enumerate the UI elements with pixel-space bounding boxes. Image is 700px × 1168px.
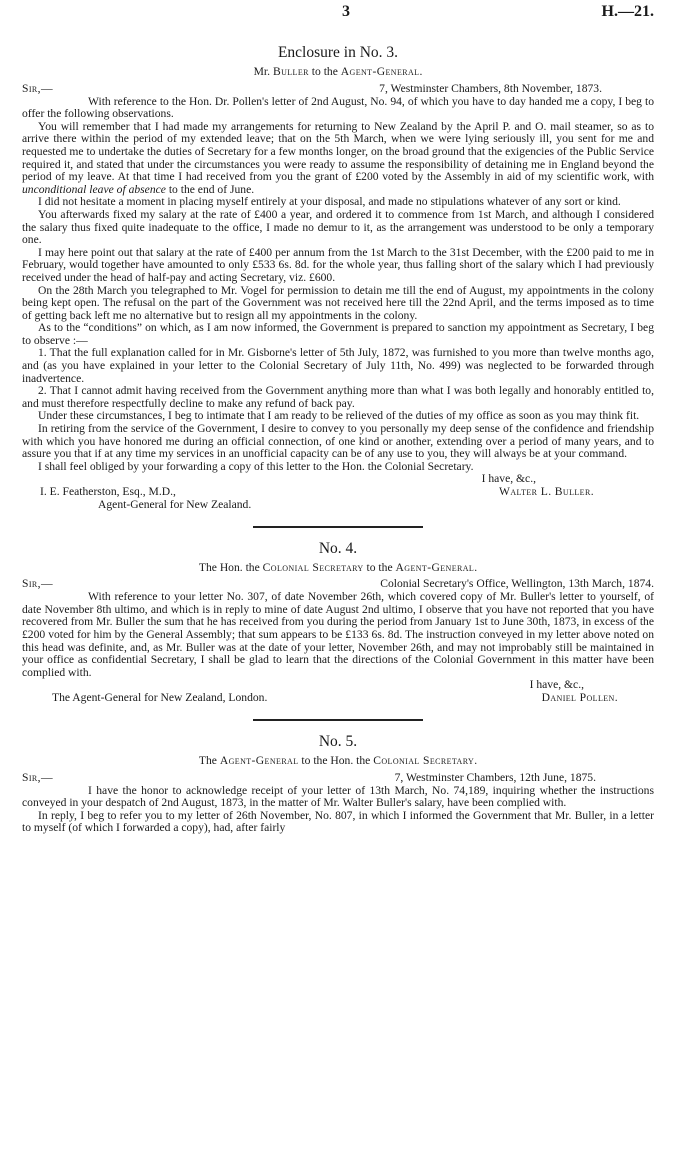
signature-line [22,692,654,705]
paragraph: In reply, I beg to refer you to my letter of 26th November, No. 807, in which I informed the Government that Mr. Buller, in a letter to myself (of which I forwarded a copy), had, after fairly [22,808,654,835]
enclosure-title: Enclosure in No. 3. [277,44,399,61]
salutation-line [22,772,654,785]
salutation: Sir,— [22,81,53,95]
paragraph: You will remember that I had made my arrangements for returning to New Zealand by the April P. and O. mail steamer, so as to arrive there within the period of my extended leave; that on the 5th March, when we were lying seriously ill, you sent for me and requested me to undertake the duties of Secretary for a few months longer, on the broad ground that the exigencies of the Public Service required it, and stated that under the circumstances you were ready to assume the responsibility of detaining me in England beyond the period of my leave. At that time I had received from you the grant of £200 voted by the Assembly in aid of my scientific work, with unconditional leave of absence to the end of June. [22,119,654,196]
letter-heading: Mr. Buller to the Agent-General. [253,65,423,78]
paragraph: I did not hesitate a moment in placing myself entirely at your disposal, and made no stipulations whatever of any sort or kind. [38,195,621,209]
closing: I have, &c., [529,678,584,692]
paragraph: In retiring from the service of the Government, I desire to convey to you personally my deep sense of the confidence and friendship with which you have honored me during an official connection, of one kind or another, extending over a period of many years, and to assure you that if at any time my services in an unofficial capacity can be of any use to you, they will always be at your command. [22,422,654,461]
section-divider [253,526,423,528]
addressee-title: Agent-General for New Zealand. [98,498,252,511]
paragraph: I shall feel obliged by your forwarding a copy of this letter to the Hon. the Colonial Secretary. [38,459,474,473]
dateline: 7, Westminster Chambers, 8th November, 1873. [379,81,602,95]
paragraph: With reference to your letter No. 307, of date November 26th, which covered copy of Mr. Buller's letter to yourself, of date November 8th ultimo, and which is in reply to mine of date August 2nd ultimo, I observe that you have not reported that you have recovered from Mr. Buller the sum that he has received from you during the period from January 1st to June 30th, 1873, in excess of the £200 voted for him by the General Assembly; that sum appears to be £133 6s. 8d. The instruction conveyed in my letter above noted on this head was definite, and, as Mr. Buller was at the date of your letter, November 26th, and may not improbably still be maintained in your office as confidential Secretary, I shall be glad to learn that the directions of the Colonial Government in this matter have been complied with. [22,590,654,679]
salutation: Sir,— [22,770,53,784]
paragraph: Under these circumstances, I beg to intimate that I am ready to be relieved of the duties of my office as soon as you may think fit. [38,409,640,423]
letter-heading: The Hon. the Colonial Secretary to the Agent-General. [198,560,478,574]
paragraph: 2. That I cannot admit having received from the Government anything more than what I was both legally and honorably entitled to, and must therefore respectfully decline to make any refund of back pay. [22,384,654,410]
paragraph: I may here point out that salary at the rate of £400 per annum from the 1st March to the 31st December, with the £200 paid to me in February, would together have amounted to only £533 6s. 8d. for the whole year, thus falling short of the salary which I had previously received under the head of half-pay and acting Secretary, viz. £600. [22,245,654,284]
paragraph: With reference to the Hon. Dr. Pollen's letter of 2nd August, No. 94, of which you have to day handed me a copy, I beg to offer the following observations. [22,94,654,121]
paragraph: 1. That the full explanation called for in Mr. Gisborne's letter of 5th July, 1872, was furnished to you more than twelve months ago, and (as you have explained in your letter to the Colonial Secretary of July 11th, No. 499) was neglected to be forwarded through inadvertence. [22,346,654,385]
addressee: The Agent-General for New Zealand, London. [52,690,268,704]
signature: Daniel Pollen. [541,690,618,704]
letter-heading: The Agent-General to the Hon. the Colonial Secretary. [198,753,478,767]
paragraph: As to the “conditions” on which, as I am now informed, the Government is prepared to sanction my appointment as Secretary, I beg to observe :— [22,321,654,347]
page-number: 3 [342,3,350,20]
dateline: Colonial Secretary's Office, Wellington, 13th March, 1874. [380,577,654,591]
paragraph: I have the honor to acknowledge receipt of your letter of 13th March, No. 74,189, inquiring whether the instructions conveyed in your despatch of 2nd August, 1873, in the matter of Mr. Walter Buller's salary, have been complied with. [22,783,654,810]
document-id: H.—21. [601,3,654,20]
addressee: I. E. Featherston, Esq., M.D., [40,485,176,498]
salutation: Sir,— [22,577,53,591]
section-divider [253,719,423,721]
salutation-line [22,578,654,591]
page-header [22,0,654,44]
dateline: 7, Westminster Chambers, 12th June, 1875. [394,770,596,784]
closing: I have, &c., [481,472,536,486]
section-title: No. 5. [318,732,358,750]
section-title: No. 4. [318,539,358,557]
salutation-line [22,83,654,96]
signature-line [22,486,654,499]
paragraph: You afterwards fixed my salary at the rate of £400 a year, and ordered it to commence from 1st March, and although I considered the salary thus fixed quite inadequate to the office, I made no demur to it, as the arrangement was understood to be only a temporary one. [22,207,654,247]
paragraph: On the 28th March you telegraphed to Mr. Vogel for permission to detain me till the end of August, my appointments in the colony being kept open. The refusal on the part of the Government was not received here till the 22nd April, and the terms imposed as to time of getting back left me no alternative but to resign all my appointments in the colony. [22,283,654,322]
signature: Walter L. Buller. [499,485,594,498]
